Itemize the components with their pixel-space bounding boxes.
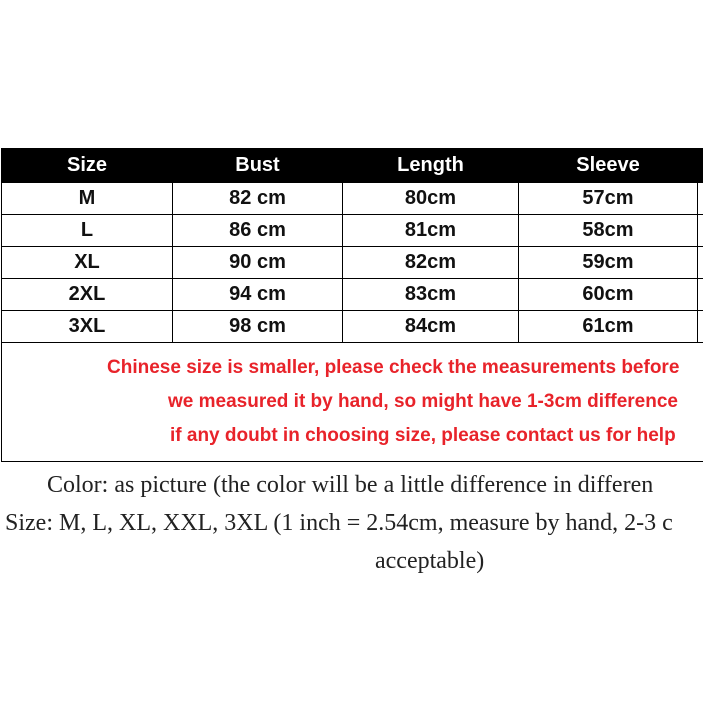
header-sleeve: Sleeve <box>519 149 698 183</box>
table-header-row <box>2 149 703 183</box>
note-line-measured-by-hand: we measured it by hand, so might have 1-3cm difference <box>168 391 678 412</box>
cell-size: L <box>2 215 173 247</box>
cell-bust: 86 cm <box>173 215 343 247</box>
cell-bust: 90 cm <box>173 247 343 279</box>
cell-size: M <box>2 183 173 215</box>
table-row <box>2 183 703 215</box>
cell-extra <box>698 183 703 215</box>
cell-sleeve: 57cm <box>519 183 698 215</box>
cell-length: 82cm <box>343 247 519 279</box>
table-row <box>2 279 703 311</box>
cell-length: 84cm <box>343 311 519 343</box>
cell-sleeve: 58cm <box>519 215 698 247</box>
size-description: Size: M, L, XL, XXL, 3XL (1 inch = 2.54cm, measure by hand, 2-3 c <box>5 510 673 536</box>
size-chart-table <box>1 148 703 462</box>
cell-extra <box>698 215 703 247</box>
cell-bust: 98 cm <box>173 311 343 343</box>
notes-cell <box>2 343 703 462</box>
cell-sleeve: 61cm <box>519 311 698 343</box>
header-bust: Bust <box>173 149 343 183</box>
notes-row <box>2 343 703 462</box>
cell-sleeve: 59cm <box>519 247 698 279</box>
cell-size: 2XL <box>2 279 173 311</box>
header-extra <box>698 149 703 183</box>
cell-extra <box>698 247 703 279</box>
table-row <box>2 311 703 343</box>
table-row <box>2 247 703 279</box>
cell-extra <box>698 279 703 311</box>
size-description-continued: acceptable) <box>375 548 485 574</box>
header-size: Size <box>2 149 173 183</box>
cell-sleeve: 60cm <box>519 279 698 311</box>
cell-length: 81cm <box>343 215 519 247</box>
note-line-smaller-size: Chinese size is smaller, please check the measurements before <box>107 357 680 378</box>
note-line-contact-us: if any doubt in choosing size, please contact us for help <box>170 425 676 446</box>
cell-size: XL <box>2 247 173 279</box>
cell-extra <box>698 311 703 343</box>
cell-bust: 82 cm <box>173 183 343 215</box>
header-length: Length <box>343 149 519 183</box>
cell-length: 83cm <box>343 279 519 311</box>
cell-size: 3XL <box>2 311 173 343</box>
cell-bust: 94 cm <box>173 279 343 311</box>
cell-length: 80cm <box>343 183 519 215</box>
table-row <box>2 215 703 247</box>
color-description: Color: as picture (the color will be a little difference in differen <box>47 472 654 498</box>
